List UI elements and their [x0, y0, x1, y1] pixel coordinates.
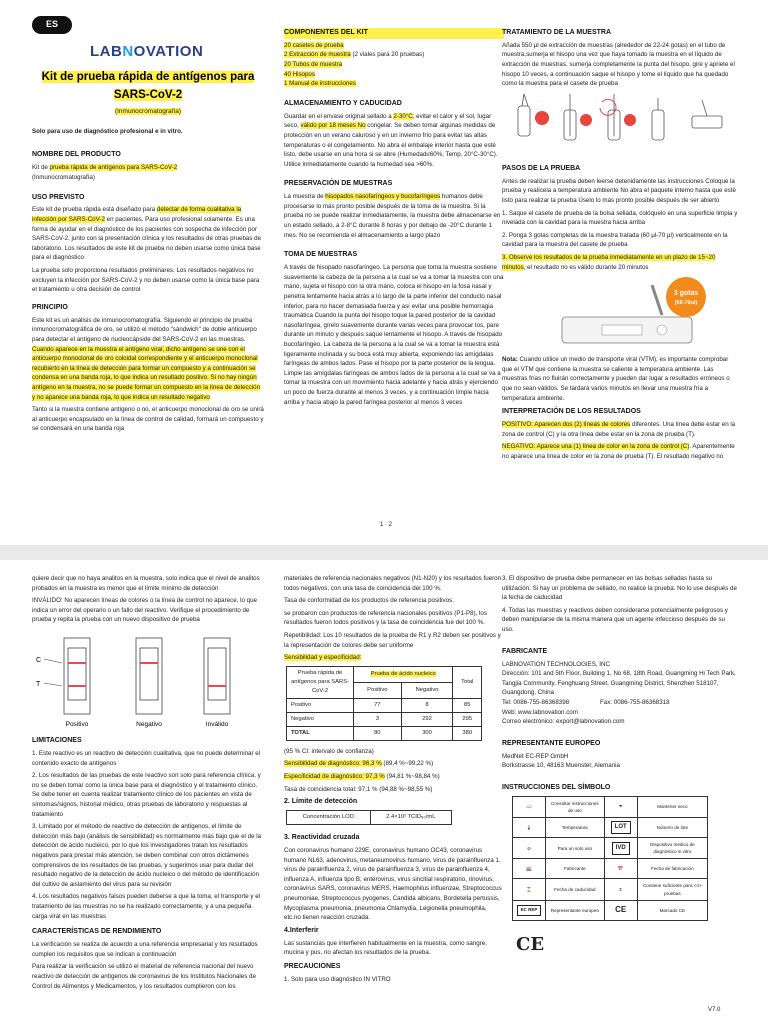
list-item: 1. Este reactivo es un reactivo de detección cualitativa, que no puede determinar el contenido exacto de antígenos	[32, 749, 261, 767]
negative-text: NEGATIVO: Aparece una (1) línea de color en la zona de control (C). Aparentemente no aparece una línea de color en la zona de prueba (T). El resultado negativo no	[502, 443, 735, 460]
precautions-heading: PRECAUCIONES	[284, 962, 341, 970]
refs-text-1: materiales de referencia nacionales negativos (N1-N20) y los resultados fueron todos negativos, con una tasa de coincidencia del 100 %.	[284, 575, 502, 592]
table-row: 🌡 Temperatura LOT Número de lote	[513, 817, 708, 837]
ci-text: (95 % CI: intervalo de confianza)	[284, 747, 374, 755]
page-number: 1 · 2	[380, 522, 393, 528]
document-title	[32, 69, 264, 105]
table-row: EC REP Representante europeo CE Marcado CE	[513, 900, 708, 920]
use-text-2: La prueba solo proporciona resultados preliminares. Los resultados negativos no excluyen la infección por SARS-CoV-2 y no deben usarse como la única base para el tratamiento u otra decisión de control	[32, 267, 260, 294]
list-item: 20 Tubos de muestra	[284, 61, 343, 69]
column-header: Prueba rápida de antígenos para SARS-CoV-2	[287, 666, 354, 698]
limitations-heading: LIMITACIONES	[32, 737, 82, 745]
step-1: 1. Saque el casete de prueba de la bolsa sellada, colóquelo en una superficie limpia y nivelada con la cavidad para la muestra hacia arriba	[502, 209, 738, 227]
invalid-text: INVÁLIDO: No aparecen líneas de colores o la línea de control no aparece, lo que indica un error del operario o un fallo del reactivo. Verifique el procedimiento de prueba y repita la prueba con un nuevo dispositivo de prueba	[32, 597, 257, 624]
step-2: 2. Ponga 3 gotas completas de la muestra tratada (60 μl-70 μl) verticalmente en la cavidad para la muestra del casete de prueba	[502, 231, 728, 249]
list-item: 4. Todas las muestras y reactivos deben considerarse potencialmente peligrosos y deben manipularse de la misma manera que un agente infeccioso después de su uso.	[502, 606, 728, 634]
positive-text: POSITIVO: Aparecen dos (2) líneas de colores diferentes. Una línea debe estar en la zona de control (C) y la otra línea debe estar en la zona de prueba (T).	[502, 421, 736, 438]
table-row: Concentración LOD 2.4×10² TCID₅₀/mL	[287, 811, 452, 825]
interfere-text: Las sustancias que interfieren habitualmente en la muestra, como sangre, mucina y pus, no afectan los resultados de la prueba.	[284, 939, 487, 957]
preservation-heading: PRESERVACIÓN DE MUESTRAS	[284, 180, 393, 188]
table-row: TOTAL 80 300 380	[287, 726, 482, 740]
column-header: Total	[453, 666, 482, 698]
sampling-text: A través de hisopado nasofaríngeo. La persona que toma la muestra sostiene suavemente la cabeza de la persona a la cual se va a tomar la muestra con una mano, sujeta el hisopo con la otra mano, coloca el hisopo en la fosa nasal y penetra lentamente hacia atrás a lo largo de la parte inferior del conducto nasal inferior, para no hacer demasiada fuerza y así evitar una posible hemorragia traumática Cuando la punta del hisopo toque la pared posterior de la cavidad nasofaríngea, gírelo suavemente durante varias veces para provocar tos, pare durante un minuto y después saque lentamente el hisopo. A través de hisopado bucofaríngeo. La cabeza de la persona a la cual se va a tomar la muestra está ligeramente inclinada y su boca está muy abierta, exponiendo las amígdalas faríngeas de ambos lados. Pase el hisopo por la parte posterior de la lengua. Limpie las amígdalas faríngeas de ambos lados de la persona a la cual se va a tomar la muestra con un movimiento hacia adelante y hacia atrás y ejerciendo un poco de fuerza durante al menos 3 veces, y a continuación limpie hacia arriba y hacia abajo la pared faríngea posterior al menos 3 veces	[284, 264, 504, 406]
brand-logo	[90, 40, 264, 63]
product-text: Kit de prueba rápida de antígenos para SARS-CoV-2 (Inmunocromatografía)	[32, 164, 178, 181]
table-row: 📖 Consultar instrucciones de uso ☂ Mantener seco	[513, 796, 708, 817]
steps-heading: PASOS DE LA PRUEBA	[502, 164, 581, 172]
rep-address: Borkstrasse 10, 48163 Muenster, Alemania	[502, 762, 620, 770]
lod-table	[286, 810, 452, 825]
control-label: C	[36, 657, 42, 665]
sensitivity-table	[286, 666, 482, 741]
list-item: 1 Manual de instrucciones	[284, 80, 356, 88]
logo-text-2: N	[122, 42, 134, 60]
performance-heading: CARACTERÍSTICAS DE RENDIMIENTO	[32, 928, 162, 936]
label-negative: Negativo	[136, 721, 162, 729]
manufacturer-email: Correo electrónico: export@labnovation.com	[502, 718, 625, 726]
refs-text-4: Repetibilidad: Los 10 resultados de la prueba de R1 y R2 deben ser positivos y la representación de colores debe ser uniforme	[284, 632, 501, 649]
rep-name: MedNet EC-REP GmbH	[502, 752, 569, 760]
cross-heading: 3. Reactividad cruzada	[284, 834, 360, 842]
column-2b	[284, 574, 504, 987]
manufacturer-phone: Tel: 0086-755-86368398 Fax: 0086-755-86368318	[502, 698, 670, 706]
list-item: 2 Extracción de muestra (2 viales para 20 pruebas)	[284, 51, 425, 59]
sampling-heading: TOMA DE MUESTRAS	[284, 251, 358, 259]
product-heading: NOMBRE DEL PRODUCTO	[32, 151, 121, 159]
use-text-1: Este kit de prueba rápida está diseñado para detectar de forma cualitativa la infección por SARS-CoV-2 en pacientes. Para uso profesional solamente. Es una forma de ayudar en el diagnóstico de los pacientes con sospecha de infección por SARS-CoV-2, junto con la presentación clínica y los resultados de otras pruebas de laboratorio. Los resultados de este kit de prueba no deben usarse como única base para el diagnóstico	[32, 206, 262, 262]
drops-sublabel: (60-70ul)	[674, 300, 698, 307]
test-label: T	[36, 681, 41, 689]
ec-rep-icon: EC REP	[517, 905, 542, 916]
list-item: 20 casetes de prueba	[284, 41, 344, 49]
ivd-icon: IVD	[612, 842, 630, 855]
sigma-icon: Σ	[619, 886, 623, 892]
column-3b	[502, 574, 738, 1013]
table-row: Positivo 77 8 85	[287, 698, 482, 712]
storage-text: Guardar en el envase original sellado a 2-30°C, evitar el calor y el sol, lugar seco, válido por 18 meses No congelar. Se deben tomar algunas medidas de protección en un verano caluroso y en un invierno frío para evitar las altas temperaturas o el congelamiento. No abra el embalaje interior hasta que esté listo, debe usarse en una hora si se abre (Humedad≤60%, Temp. 20°C-30°C). Utilice inmediatamente cuando la humedad sea >60%.	[284, 112, 498, 168]
components-heading: COMPONENTES DEL KIT	[284, 28, 504, 39]
title-line-1: Kit de prueba rápida de antígenos para	[41, 71, 255, 84]
use-heading: USO PREVISTO	[32, 193, 85, 201]
treatment-text: Añada 550 μl de extracción de muestras (alrededor de 22-24 gotas) en el tubo de muestra,sumerja el hisopo una vez que haya tomado la muestra en el líquido de extracción de muestras, sumerja completamente la punta del hisopo, gire y apriete el hisopo 10 veces, a continuación saque el hisopo y tome el líquido que ha quedado como la muestra para el casete de prueba	[502, 41, 735, 88]
label-positive: Positivo	[65, 721, 89, 729]
lot-icon: LOT	[611, 821, 631, 834]
steps-intro: Antes de realizar la prueba deben leerse detenidamente las instrucciones Coloque la prueba y realícela a temperatura ambiente No abra el paquete interno hasta que esté listo para realizar la prueba Úselo lo más pronto posible después de ser abierto	[502, 177, 736, 204]
total-agreement: Tasa de coincidencia total: 97,1 % (94,88 %~98,55 %)	[284, 785, 433, 793]
interfere-heading: 4.Interferir	[284, 926, 319, 934]
refs-text-3: se probaron con productos de referencia nacionales positivos (P1-P8), los resultados fueron todos positivos y la tasa de coincidencia fue del 100 %.	[284, 609, 487, 627]
language-badge: ES	[32, 16, 72, 34]
title-line-2: SARS-CoV-2	[113, 89, 183, 101]
table-row: 🏭 Fabricante 📅 Fecha de fabricación	[513, 859, 708, 879]
intro-text: Solo para uso de diagnóstico profesional e in vitro.	[32, 127, 183, 135]
version-label: V7.0	[708, 1007, 721, 1013]
factory-icon: 🏭	[526, 866, 532, 872]
symbols-heading: INSTRUCCIONES DEL SÍMBOLO	[502, 783, 611, 791]
subtitle: (Inmunocromatografía)	[114, 107, 182, 115]
preservation-text: La muestra de hisopados nasofaríngeos y bucofaríngeos humanos debe procesarse lo más pronto posible después de la toma de la muestra. Si la prueba no se puede realizar inmediatamente, la muestra debe almacenarse en un estado sellado, a 2-8°C durante 8 horas y por debajo de -20°C durante 1 mes. No se recomienda el almacenamiento a largo plazo	[284, 193, 501, 239]
treatment-heading: TRATAMIENTO DE LA MUESTRA	[502, 29, 612, 36]
principle-text-1: Este kit es un análisis de inmunocromatografía. Siguiendo el principio de prueba inmunocromatográfica de oro, se utilizó el método "sándwich" de doble anticuerpo para detectar el antígeno de nucleocápside del SARS-CoV-2 en las muestras. Cuando aparece en la muestra el antígeno viral, dicho antígeno se une con el anticuerpo monoclonal de oro coloidal correspondiente y el anticuerpo monoclonal recubierto en la línea de detección para formar un compuesto y a continuación se condensa en una banda roja, lo que indica un resultado positivo. Si no hay ningún antígeno en la muestra, no se puede formar un compuesto en la línea de detección y no aparece una banda roja, lo que indica un resultado negativo	[32, 316, 261, 401]
column-header: Positivo	[354, 682, 402, 698]
column-header: Negativo	[401, 682, 453, 698]
umbrella-icon: ☂	[618, 804, 623, 810]
drops-illustration	[502, 275, 738, 351]
table-row: ⊘ Para un solo uso IVD Dispositivo médico de diagnóstico in vitro	[513, 838, 708, 859]
sensitivity-heading: Sensibilidad y especificidad:	[284, 654, 362, 662]
manufacturer-web: Web: www.labnovation.com	[502, 708, 578, 716]
calendar-icon: 📅	[617, 866, 624, 872]
drops-label: 3 gotas	[673, 290, 699, 298]
page-gap	[0, 545, 768, 560]
column-2	[284, 28, 504, 410]
table-row: ⌛ Fecha de caducidad Σ Contiene suficiente para <n> pruebas	[513, 879, 708, 900]
column-header: Prueba de ácido nucleico	[370, 670, 436, 677]
step-3: 3. Observe los resultados de la prueba inmediatamente en un plazo de 15~20 minutos, el resultado no es válido durante 20 minutos	[502, 254, 716, 271]
list-item: 4. Los resultados negativos falsos pueden deberse a que la toma, el transporte y el tratamiento de las muestras no se ha realizado correctamente, y a una pequeña carga viral en las muestras	[32, 893, 261, 920]
list-item: 40 Hisopos	[284, 70, 315, 78]
cross-text: Con coronavirus humano 229E, coronavirus humano OC43, coronavirus humano NL63, adenovirus, metaneumovirus humano, virus de parainfluenza 1, virus de parainfluenza 2, virus de parainfluenza 3, virus de parainfluenza 4, influenza A, influenza tipo B, enterovirus, virus sincitial respiratorio, rinovirus, coronavirus SARS, coronavirus MERS, Haemophilus influenzae, Streptococcus pneumoniae, Streptococcus pyogenes, Candida albicans, Bordetella pertussis, Mycoplasma pneumonia, pneumonia Chlamydia, Legionella pneumophila, etc.no tienen reacción cruzada.	[284, 846, 502, 922]
hourglass-icon: ⌛	[526, 886, 532, 892]
storage-heading: ALMACENAMIENTO Y CADUCIDAD	[284, 99, 402, 107]
single-use-icon: ⊘	[527, 845, 531, 851]
book-icon: 📖	[526, 804, 532, 810]
lod-heading: 2. Límite de detección	[284, 798, 358, 806]
table-row: Negativo 3 292 295	[287, 712, 482, 726]
principle-heading: PRINCIPIO	[32, 303, 68, 311]
list-item: 1. Solo para uso diagnóstico IN VITRO	[284, 975, 391, 983]
column-3	[502, 28, 738, 465]
results-illustration	[32, 628, 264, 730]
treatment-illustration	[502, 92, 738, 158]
page-2	[0, 560, 768, 1024]
symbols-table	[512, 796, 708, 921]
list-item: 3. Limitado por el método de reactivo de detección de antígenos, el límite de detección más bajo (análisis de sensibilidad) es normalmente más bajo que el de la detección de ácido nucleico, por lo que los investigadores tratan los resultados negativos para prestar más atención, se deben combinar con otros dictámenes comprensivos de los resultados de las pruebas, y sugerimos usar para dudar del resultado negativo de la detección de ácido nucleico o del método de identificación del cultivo de aislamiento del virus para su revisión	[32, 823, 262, 888]
list-item: 3. El dispositivo de prueba debe permanecer en las bolsas selladas hasta su utilización. Si hay un problema de sellado, no realice la prueba. No lo use después de la fecha de caducidad	[502, 575, 737, 602]
logo-text-1: LAB	[90, 42, 123, 60]
sensitivity-value: Sensibilidad de diagnóstico: 96,3 % (89,4 %~99,22 %)	[284, 760, 434, 768]
label-invalid: Inválido	[205, 721, 229, 729]
performance-text-1: La verificación se realiza de acuerdo a una referencia empresarial y los resultados cumplen los requisitos que se indican a continuación	[32, 941, 258, 958]
ce-mark-icon: CE	[516, 933, 545, 955]
column-1b	[32, 574, 264, 994]
specificity-value: Especificidad de diagnóstico: 97,3 % (94,81 %~98,84 %)	[284, 773, 440, 780]
list-item: 2. Los resultados de las pruebas de este reactivo son solo para referencia clínica, y no se deben tomar como la única base para el diagnóstico y el tratamiento clínico. Se debe tener en cuenta realizar tratamiento clínico de los pacientes en vista de síntomas/signos, historial médico, otras pruebas de laboratorio y respuestas al tratamiento	[32, 772, 261, 818]
manufacturer-address: Dirección: 101 and 5th Floor, Building 1, No 68, 18th Road, Guangming Hi Tech Park, Tangjia Community, Fenghuang Street, Guangming District, Shenzhen 518107, Guangdong, China	[502, 670, 736, 697]
logo-text-3: OVATION	[133, 42, 204, 60]
refs-text-2: Tasa de conformidad de los productos de referencia positivos.	[284, 597, 454, 605]
ce-icon: CE	[615, 904, 627, 914]
column-1	[32, 16, 264, 437]
note-text: Nota: Cuando utilice un medio de transporte viral (VTM), es importante comprobar que el VTM que contiene la muestra se caliente a temperatura ambiente. Las muestras frías no fluirán correctamente y pueden dar lugar a resultados erróneos o que no sean válidos. Se tardará varios minutos en llevar una muestra fría a temperatura ambiente.	[502, 356, 730, 402]
interpretation-continued: quiere decir que no haya analitos en la muestra, solo indica que el nivel de analitos probados en la muestra es menor que el límite mínimo de detección	[32, 575, 260, 592]
thermometer-icon: 🌡	[526, 824, 532, 830]
manufacturer-heading: FABRICANTE	[502, 647, 548, 655]
interpretation-heading: INTERPRETACIÓN DE LOS RESULTADOS	[502, 408, 641, 416]
performance-text-2: Para realizar la verificación se utilizó el material de referencia nacional del nuevo reactivo de detección de antígenos de coronavirus de los Institutos Nacionales de Control de Alimentos y Medicamentos, y los resultados cumplieron con los	[32, 963, 256, 990]
principle-text-2: Tanto si la muestra contiene antígeno o no, el anticuerpo monoclonal de oro se unirá al anticuerpo encapsulado en la línea de control de calidad, formará un compuesto y se condensará en una banda roja	[32, 406, 264, 433]
rep-heading: REPRESENTANTE EUROPEO	[502, 739, 601, 747]
components-list	[284, 41, 504, 89]
manufacturer-name: LABNOVATION TECHNOLOGIES, INC	[502, 660, 610, 668]
